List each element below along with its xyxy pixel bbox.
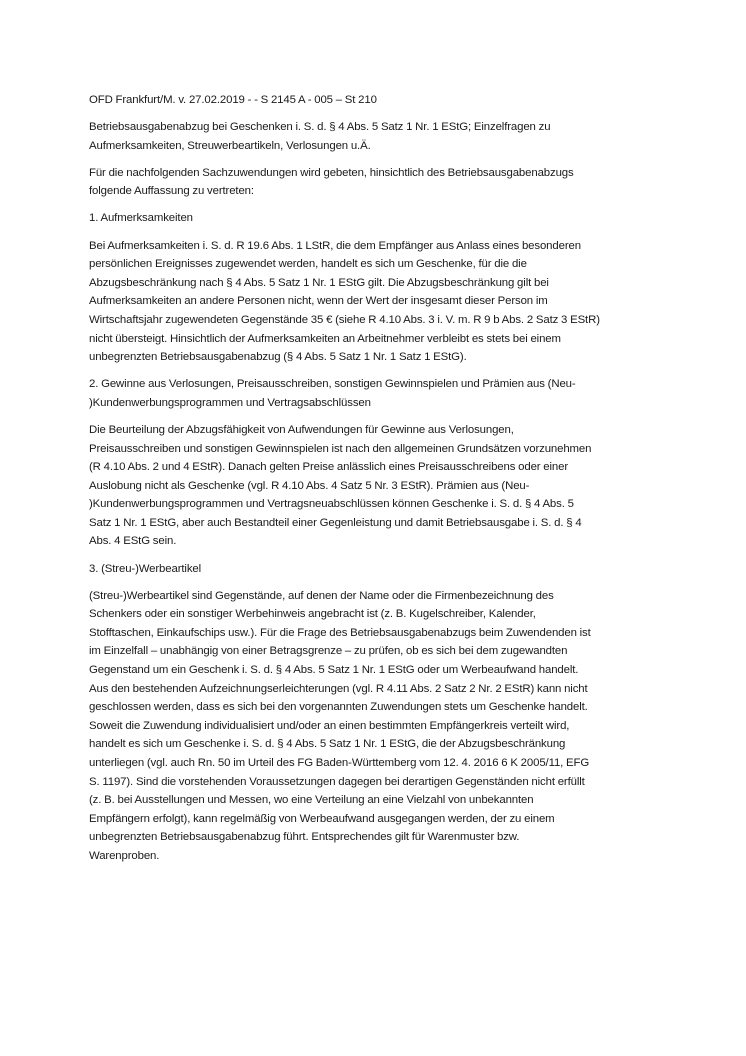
text-line: 1. Aufmerksamkeiten [89, 212, 193, 225]
text-line: folgende Auffassung zu vertreten: [89, 185, 254, 198]
text-line: Stofftaschen, Einkaufschips usw.). Für die Frage des Betriebsausgabenabzugs beim Zuwendenden ist [89, 626, 591, 639]
text-line: Wirtschaftsjahr zugewendeten Gegenstände 35 € (siehe R 4.10 Abs. 3 i. V. m. R 9 b Abs. 2 Satz 3 EStR) [89, 313, 600, 326]
text-line: Aufmerksamkeiten an andere Personen nicht, wenn der Wert der insgesamt dieser Person im [89, 295, 548, 308]
section-1-heading [89, 209, 669, 228]
text-line: Schenkers oder ein sonstiger Werbehinweis angebracht ist (z. B. Kugelschreiber, Kalender, [89, 608, 536, 621]
text-line: unbegrenzten Betriebsausgabenabzug führt. Entsprechendes gilt für Warenmuster bzw. [89, 831, 520, 844]
section-1-paragraph [89, 237, 669, 367]
text-line: Aufmerksamkeiten, Streuwerbeartikeln, Verlosungen u.Ä. [89, 139, 371, 152]
text-line: Gegenstand um ein Geschenk i. S. d. § 4 Abs. 5 Satz 1 Nr. 1 EStG oder um Werbeaufwand handelt. [89, 664, 579, 677]
text-line: (Streu-)Werbeartikel sind Gegenstände, auf denen der Name oder die Firmenbezeichnung des [89, 589, 554, 602]
text-line: 2. Gewinne aus Verlosungen, Preisausschreiben, sonstigen Gewinnspielen und Prämien aus (Neu- [89, 378, 576, 391]
text-line: im Einzelfall – unabhängig von einer Betragsgrenze – zu prüfen, ob es sich bei dem zugewandten [89, 645, 568, 658]
text-line: Aus den bestehenden Aufzeichnungserleichterungen (vgl. R 4.11 Abs. 2 Satz 2 Nr. 2 EStR) kann nicht [89, 682, 588, 695]
text-line: unterliegen (vgl. auch Rn. 50 im Urteil des FG Baden-Württemberg vom 12. 4. 2016 6 K 2005/11, EFG [89, 757, 590, 769]
text-line: )Kundenwerbungsprogrammen und Vertragsabschlüssen [89, 396, 371, 409]
text-line: Warenproben. [89, 849, 160, 862]
text-line: Preisausschreiben und sonstigen Gewinnspielen ist nach den allgemeinen Grundsätzen vorzunehmen [89, 442, 592, 455]
section-3-heading [89, 560, 669, 579]
text-line: (R 4.10 Abs. 2 und 4 EStR). Danach gelten Preise anlässlich eines Preisausschreibens oder einer [89, 461, 569, 474]
text-line: Betriebsausgabenabzug bei Geschenken i. S. d. § 4 Abs. 5 Satz 1 Nr. 1 EStG; Einzelfragen zu [89, 121, 551, 134]
text-line: Soweit die Zuwendung individualisiert und/oder an einen bestimmten Empfängerkreis verteilt wird, [89, 719, 570, 732]
section-2-heading [89, 375, 669, 412]
section-2-paragraph [89, 421, 669, 551]
section-3-paragraph [89, 587, 669, 866]
text-line: Satz 1 Nr. 1 EStG, aber auch Bestandteil einer Gegenleistung und damit Betriebsausgabe i. S. d. § 4 [89, 516, 582, 529]
text-line: Empfängern erfolgt), kann regelmäßig von Werbeaufwand ausgegangen werden, der zu einem [89, 812, 555, 825]
text-line: persönlichen Ereignisses zugewendet werden, handelt es sich um Geschenke, für die die [89, 258, 527, 271]
text-line: Auslobung nicht als Geschenke (vgl. R 4.10 Abs. 4 Satz 5 Nr. 3 EStR). Prämien aus (Neu- [89, 479, 530, 492]
text-line: Für die nachfolgenden Sachzuwendungen wird gebeten, hinsichtlich des Betriebsausgabenabzugs [89, 166, 574, 179]
document-page [89, 91, 669, 874]
text-line: Abs. 4 EStG sein. [89, 535, 177, 548]
text-line: geschlossen werden, dass es sich bei den vorgenannten Zuwendungen stets um Geschenke handelt. [89, 701, 588, 714]
text-line: handelt es sich um Geschenke i. S. d. § 4 Abs. 5 Satz 1 Nr. 1 EStG, die der Abzugsbeschränkung [89, 738, 566, 751]
reference-line [89, 91, 669, 110]
text-line: 3. (Streu-)Werbeartikel [89, 562, 202, 575]
text-line: Die Beurteilung der Abzugsfähigkeit von Aufwendungen für Gewinne aus Verlosungen, [89, 423, 514, 436]
text-line: nicht übersteigt. Hinsichtlich der Aufmerksamkeiten an Arbeitnehmer verbleibt es stets bei einem [89, 332, 561, 345]
text-line: (z. B. bei Ausstellungen und Messen, wo eine Verteilung an eine Vielzahl von unbekannten [89, 794, 534, 807]
text-line: Abzugsbeschränkung nach § 4 Abs. 5 Satz 1 Nr. 1 EStG gilt. Die Abzugsbeschränkung gilt bei [89, 276, 549, 289]
text-line: )Kundenwerbungsprogrammen und Vertragsneuabschlüssen können Geschenke i. S. d. § 4 Abs. 5 [89, 498, 574, 511]
subject-line [89, 118, 669, 155]
text-line: Bei Aufmerksamkeiten i. S. d. R 19.6 Abs. 1 LStR, die dem Empfänger aus Anlass eines besonderen [89, 239, 581, 252]
text-line: OFD Frankfurt/M. v. 27.02.2019 - - S 2145 A - 005 – St 210 [89, 94, 377, 106]
text-line: S. 1197). Sind die vorstehenden Voraussetzungen dagegen bei derartigen Gegenständen nicht erfüllt [89, 775, 585, 788]
text-line: unbegrenzten Betriebsausgabenabzug (§ 4 Abs. 5 Satz 1 Nr. 1 Satz 1 EStG). [89, 351, 467, 364]
intro-paragraph [89, 164, 669, 201]
